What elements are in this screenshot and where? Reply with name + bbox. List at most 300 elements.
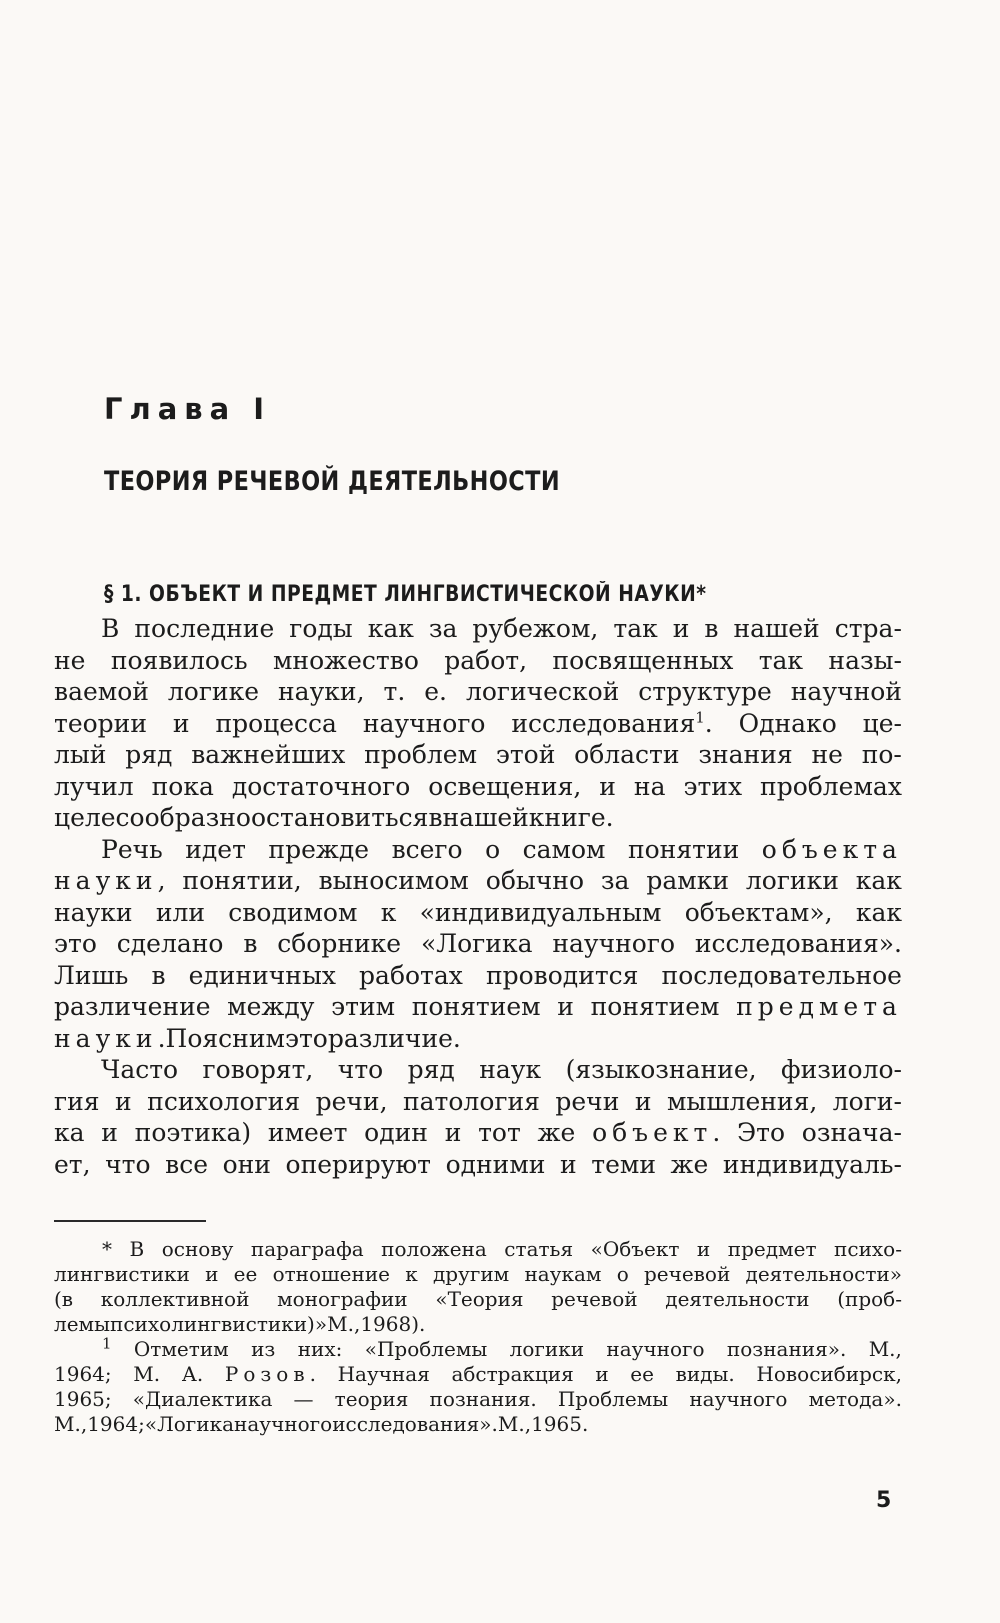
- text-fragment: достаточного: [231, 771, 411, 801]
- body-line: [54, 645, 902, 677]
- text-fragment: и: [560, 1149, 577, 1179]
- text-fragment: как: [855, 866, 902, 895]
- word: [87, 1412, 145, 1437]
- text-fragment: прежде: [268, 834, 370, 864]
- body-line: [54, 1117, 902, 1149]
- footnote-divider: [54, 1220, 206, 1222]
- text-fragment: говорят,: [202, 1055, 314, 1084]
- word: [268, 1117, 348, 1149]
- text-fragment: М.,: [497, 1412, 532, 1436]
- text-fragment: *: [102, 1237, 112, 1261]
- text-fragment: Однако: [738, 708, 837, 738]
- text-fragment: множество: [272, 645, 419, 675]
- text-fragment: и: [205, 1262, 219, 1286]
- text-fragment: из: [251, 1337, 276, 1361]
- chapter-label: Глава I: [104, 392, 272, 426]
- text-fragment: психо-: [834, 1237, 902, 1261]
- word: [728, 1237, 817, 1262]
- word: [408, 1054, 455, 1086]
- word: [54, 865, 166, 897]
- body-line: [54, 928, 902, 960]
- word: [486, 960, 639, 992]
- text-fragment: теории: [54, 708, 148, 738]
- text-fragment: ряд: [125, 740, 173, 769]
- text-fragment: стра-: [834, 614, 902, 643]
- word: [444, 645, 527, 677]
- word: [746, 1262, 902, 1287]
- body-line: [54, 1149, 902, 1181]
- text-fragment: .: [704, 708, 713, 738]
- text-fragment: самом: [522, 834, 606, 864]
- text-fragment: «Объект: [590, 1237, 680, 1261]
- word: [54, 1023, 166, 1055]
- word: [697, 1237, 710, 1262]
- spaced-emphasis: науки: [54, 1023, 158, 1053]
- word: [555, 1086, 619, 1118]
- text-fragment: монографии: [277, 1287, 408, 1311]
- text-fragment: речи: [555, 1086, 620, 1116]
- word: [319, 865, 469, 897]
- word: [234, 1262, 258, 1287]
- word: [162, 1237, 234, 1262]
- word: [552, 645, 733, 677]
- word: [667, 1086, 817, 1118]
- word: [278, 676, 365, 708]
- text-fragment: сводимом: [228, 897, 358, 927]
- word: [574, 739, 679, 771]
- text-fragment: Научная: [337, 1362, 430, 1386]
- text-fragment: понятии,: [182, 866, 302, 895]
- body-line: [54, 1086, 902, 1118]
- word: [360, 1312, 425, 1337]
- word: [606, 1337, 704, 1362]
- text-fragment: что: [105, 1149, 151, 1179]
- text-fragment: выносимом: [318, 866, 469, 895]
- word: [130, 1237, 145, 1262]
- word: [683, 771, 742, 803]
- word: [837, 1287, 902, 1312]
- text-fragment: поэтика): [134, 1118, 252, 1147]
- text-fragment: как: [367, 614, 414, 643]
- text-fragment: последовательное: [661, 960, 902, 990]
- text-fragment: в: [704, 614, 719, 643]
- body-line: [54, 739, 902, 771]
- text-fragment: один: [364, 1118, 428, 1147]
- text-fragment: статья: [504, 1237, 574, 1261]
- word: [617, 1262, 629, 1287]
- word: [759, 645, 803, 677]
- word: [498, 1412, 531, 1437]
- text-fragment: 1964;: [54, 1362, 112, 1386]
- text-fragment: —: [293, 1387, 314, 1411]
- text-fragment: этим: [331, 992, 396, 1021]
- text-fragment: к: [405, 1262, 418, 1286]
- text-fragment: и: [444, 1118, 462, 1147]
- word: [289, 613, 352, 645]
- text-fragment: речи,: [315, 1086, 388, 1116]
- word: [54, 897, 133, 929]
- spaced-emphasis: объекта: [761, 834, 902, 864]
- word: [863, 708, 902, 740]
- text-fragment: Лишь: [54, 960, 129, 990]
- word: [835, 613, 902, 645]
- text-fragment: пока: [151, 771, 214, 801]
- body-line: [54, 960, 902, 992]
- word: [205, 1262, 218, 1287]
- text-fragment: гия: [54, 1086, 100, 1116]
- text-fragment: понятии: [627, 834, 740, 864]
- body-text: [54, 613, 902, 1180]
- text-fragment: области: [574, 740, 680, 769]
- text-fragment: Проблемы: [557, 1387, 669, 1411]
- text-fragment: они: [222, 1149, 271, 1179]
- text-fragment: це-: [862, 708, 902, 738]
- word: [101, 1117, 118, 1149]
- word: [869, 1337, 902, 1362]
- body-line: [54, 613, 902, 645]
- text-fragment: Часто: [101, 1055, 179, 1084]
- text-fragment: и: [672, 614, 690, 643]
- text-fragment: различение: [54, 992, 211, 1021]
- text-fragment: 1964;: [87, 1412, 145, 1436]
- word: [117, 928, 224, 960]
- text-fragment: и: [696, 1237, 711, 1261]
- word: [101, 1054, 178, 1086]
- word: [538, 1117, 576, 1149]
- text-fragment: нашей: [733, 614, 820, 643]
- text-fragment: в: [428, 803, 443, 832]
- text-fragment: .: [157, 1023, 166, 1053]
- word: [412, 991, 541, 1023]
- text-fragment: параграфа: [250, 1237, 364, 1261]
- text-fragment: за: [600, 866, 630, 895]
- text-fragment: в: [243, 929, 258, 958]
- word: [504, 1237, 573, 1262]
- body-line: [54, 802, 902, 834]
- word: [368, 613, 414, 645]
- word: [523, 834, 606, 866]
- word: [331, 991, 395, 1023]
- text-fragment: А.: [181, 1362, 204, 1386]
- text-fragment: все: [165, 1149, 208, 1179]
- text-fragment: и: [634, 1086, 652, 1116]
- word: [802, 1117, 902, 1149]
- text-fragment: на: [633, 771, 666, 801]
- text-fragment: деятельности: [665, 1287, 810, 1311]
- word: [510, 1337, 584, 1362]
- word: [381, 897, 397, 929]
- word: [862, 739, 902, 771]
- word: [54, 1412, 87, 1437]
- text-fragment: в: [151, 960, 166, 990]
- text-fragment: познания».: [726, 1337, 847, 1361]
- text-fragment: идет: [185, 834, 246, 864]
- word: [613, 613, 657, 645]
- word: [443, 802, 529, 834]
- word: [552, 928, 675, 960]
- word: [595, 1362, 608, 1387]
- word: [101, 1287, 250, 1312]
- word: [403, 1086, 540, 1118]
- word: [54, 1149, 91, 1181]
- text-fragment: всего: [391, 834, 463, 864]
- word: [466, 676, 619, 708]
- text-fragment: назы-: [828, 645, 902, 675]
- word: [359, 960, 463, 992]
- footnotes: [54, 1237, 902, 1437]
- text-fragment: наукам: [524, 1262, 602, 1286]
- text-fragment: (языкознание,: [565, 1055, 757, 1084]
- word: [630, 1362, 654, 1387]
- word: [834, 1237, 902, 1262]
- word: [294, 1387, 314, 1412]
- footnote-marker: 1: [695, 708, 705, 727]
- text-fragment: годы: [289, 614, 353, 643]
- word: [285, 1023, 328, 1055]
- text-fragment: рамки: [646, 866, 729, 895]
- footnote-line: [54, 1287, 902, 1312]
- text-fragment: и: [557, 992, 574, 1021]
- text-fragment: логики: [509, 1337, 585, 1361]
- text-fragment: исследования».: [332, 1412, 498, 1436]
- text-fragment: (проб-: [837, 1287, 902, 1311]
- chapter-title: ТЕОРИЯ РЕЧЕВОЙ ДЕЯТЕЛЬНОСТИ: [104, 466, 561, 497]
- text-fragment: объектам»,: [684, 897, 833, 927]
- footnote-line: [54, 1334, 902, 1362]
- word: [428, 802, 442, 834]
- text-fragment: науки: [54, 897, 133, 927]
- text-fragment: логической: [465, 677, 620, 706]
- word: [811, 739, 842, 771]
- text-fragment: Речь: [101, 834, 163, 864]
- word: [424, 676, 447, 708]
- text-fragment: и: [115, 1086, 132, 1116]
- text-fragment: понятием: [411, 992, 541, 1021]
- spaced-emphasis: Розов: [224, 1362, 310, 1386]
- text-fragment: познания.: [429, 1387, 537, 1411]
- word: [277, 1287, 408, 1312]
- word: [182, 1362, 204, 1387]
- word: [338, 1054, 383, 1086]
- text-fragment: 1968).: [360, 1312, 426, 1336]
- word: [316, 1086, 388, 1118]
- word: [215, 708, 337, 740]
- word: [151, 960, 165, 992]
- word: [152, 771, 214, 803]
- word: [727, 1337, 846, 1362]
- word: [234, 1412, 332, 1437]
- word: [665, 1287, 809, 1312]
- text-fragment: единичных: [188, 960, 336, 990]
- word: [327, 1312, 360, 1337]
- text-fragment: «индивидуальным: [419, 897, 662, 927]
- text-fragment: книге.: [528, 803, 614, 832]
- text-fragment: предмет: [727, 1237, 817, 1261]
- text-fragment: и: [595, 1362, 609, 1386]
- word: [115, 1086, 132, 1118]
- text-fragment: ка: [54, 1118, 85, 1147]
- text-fragment: лый: [54, 740, 107, 769]
- text-fragment: лучил: [54, 771, 134, 801]
- text-fragment: исследования: [511, 708, 696, 738]
- word: [591, 1237, 680, 1262]
- footnote-marker: 1: [102, 1334, 112, 1353]
- text-fragment: освещения,: [428, 771, 582, 801]
- word: [496, 739, 556, 771]
- text-fragment: научного: [606, 1337, 705, 1361]
- footnote-line: [54, 1387, 902, 1412]
- text-fragment: М.,: [327, 1312, 361, 1336]
- word: [698, 739, 792, 771]
- word: [635, 1086, 652, 1118]
- word: [529, 802, 614, 834]
- text-fragment: понятием: [590, 992, 720, 1021]
- text-fragment: ет,: [54, 1149, 91, 1179]
- word: [268, 834, 369, 866]
- word: [560, 1149, 577, 1181]
- text-fragment: проблем: [364, 740, 478, 769]
- text-fragment: Это: [737, 1118, 786, 1147]
- word: [156, 897, 205, 929]
- text-fragment: (в: [54, 1287, 74, 1311]
- text-fragment: основу: [161, 1237, 234, 1261]
- word: [335, 1387, 409, 1412]
- word: [243, 928, 257, 960]
- footnote-line: [54, 1412, 902, 1437]
- word: [125, 739, 172, 771]
- word: [101, 834, 163, 866]
- word: [225, 1362, 316, 1387]
- word: [429, 613, 458, 645]
- text-fragment: виды.: [675, 1362, 735, 1386]
- text-fragment: не: [811, 740, 843, 769]
- text-fragment: лингвистики: [54, 1262, 190, 1286]
- text-fragment: .: [309, 1362, 316, 1386]
- word: [704, 613, 718, 645]
- word: [223, 1149, 271, 1181]
- text-fragment: между: [227, 992, 315, 1021]
- text-fragment: индивидуаль-: [722, 1149, 902, 1179]
- word: [185, 834, 246, 866]
- text-fragment: другим: [432, 1262, 510, 1286]
- word: [166, 1023, 285, 1055]
- text-fragment: 1965.: [531, 1412, 589, 1436]
- word: [628, 834, 739, 866]
- word: [54, 1312, 110, 1337]
- text-fragment: психолингвистики)»: [110, 1312, 328, 1336]
- text-fragment: целесообразно: [54, 803, 251, 832]
- text-fragment: мышления,: [666, 1086, 818, 1116]
- text-fragment: психология: [147, 1086, 301, 1116]
- section-title: § 1. ОБЪЕКТ И ПРЕДМЕТ ЛИНГВИСТИЧЕСКОЙ НАУКИ*: [104, 582, 707, 607]
- body-line: [54, 834, 902, 866]
- spaced-emphasis: предмета: [736, 992, 902, 1021]
- word: [54, 960, 128, 992]
- text-fragment: остановиться: [250, 803, 429, 832]
- text-fragment: посвященных: [552, 645, 734, 675]
- text-fragment: Поясним: [165, 1023, 285, 1053]
- text-fragment: «Проблемы: [364, 1337, 488, 1361]
- word: [644, 1262, 730, 1287]
- text-fragment: и: [101, 1118, 118, 1147]
- text-fragment: и: [172, 708, 190, 738]
- word: [405, 1262, 418, 1287]
- word: [723, 1149, 902, 1181]
- word: [110, 1312, 327, 1337]
- text-fragment: науки,: [278, 677, 365, 706]
- word: [646, 865, 729, 897]
- body-line: [54, 771, 902, 803]
- text-fragment: последние: [134, 614, 275, 643]
- word: [531, 1412, 588, 1437]
- text-fragment: ее: [630, 1362, 654, 1386]
- word: [833, 1086, 902, 1118]
- text-fragment: за: [428, 614, 458, 643]
- text-fragment: проблемах: [760, 771, 902, 801]
- word: [662, 960, 902, 992]
- text-fragment: сделано: [116, 929, 224, 958]
- text-fragment: ряд: [407, 1055, 455, 1084]
- word: [133, 1362, 160, 1387]
- body-line: [54, 676, 902, 708]
- text-fragment: что: [337, 1055, 384, 1084]
- text-fragment: работах: [359, 960, 463, 990]
- text-fragment: деятельности»: [745, 1262, 902, 1286]
- word: [286, 1149, 431, 1181]
- text-fragment: лемы: [54, 1312, 111, 1336]
- word: [54, 991, 211, 1023]
- word: [737, 1117, 785, 1149]
- word: [228, 897, 357, 929]
- word: [383, 676, 405, 708]
- word: [251, 802, 428, 834]
- text-fragment: обычно: [485, 866, 585, 895]
- text-fragment: т.: [383, 677, 406, 706]
- word: [165, 1149, 208, 1181]
- text-fragment: означа-: [801, 1118, 902, 1147]
- text-fragment: же: [670, 1149, 709, 1179]
- word: [485, 834, 500, 866]
- word: [54, 1117, 85, 1149]
- word: [421, 928, 533, 960]
- word: [420, 897, 662, 929]
- body-line: [54, 897, 902, 929]
- text-fragment: этих: [683, 771, 743, 801]
- word: [695, 928, 902, 960]
- word: [273, 645, 419, 677]
- text-fragment: это: [284, 1023, 328, 1053]
- footnote-line: [54, 1237, 902, 1262]
- word: [102, 1237, 112, 1262]
- text-fragment: важнейших: [191, 740, 346, 769]
- word: [332, 1412, 498, 1437]
- word: [638, 676, 772, 708]
- word: [135, 1117, 252, 1149]
- word: [599, 771, 616, 803]
- text-fragment: теория: [334, 1387, 409, 1411]
- word: [189, 960, 336, 992]
- word: [328, 1023, 461, 1055]
- text-fragment: появилось: [110, 645, 248, 675]
- text-fragment: положена: [381, 1237, 487, 1261]
- text-fragment: исследования».: [694, 929, 902, 958]
- text-fragment: так: [613, 614, 658, 643]
- word: [54, 645, 85, 677]
- word: [478, 1117, 521, 1149]
- word: [111, 645, 248, 677]
- body-line: [54, 1054, 902, 1086]
- word: [634, 771, 666, 803]
